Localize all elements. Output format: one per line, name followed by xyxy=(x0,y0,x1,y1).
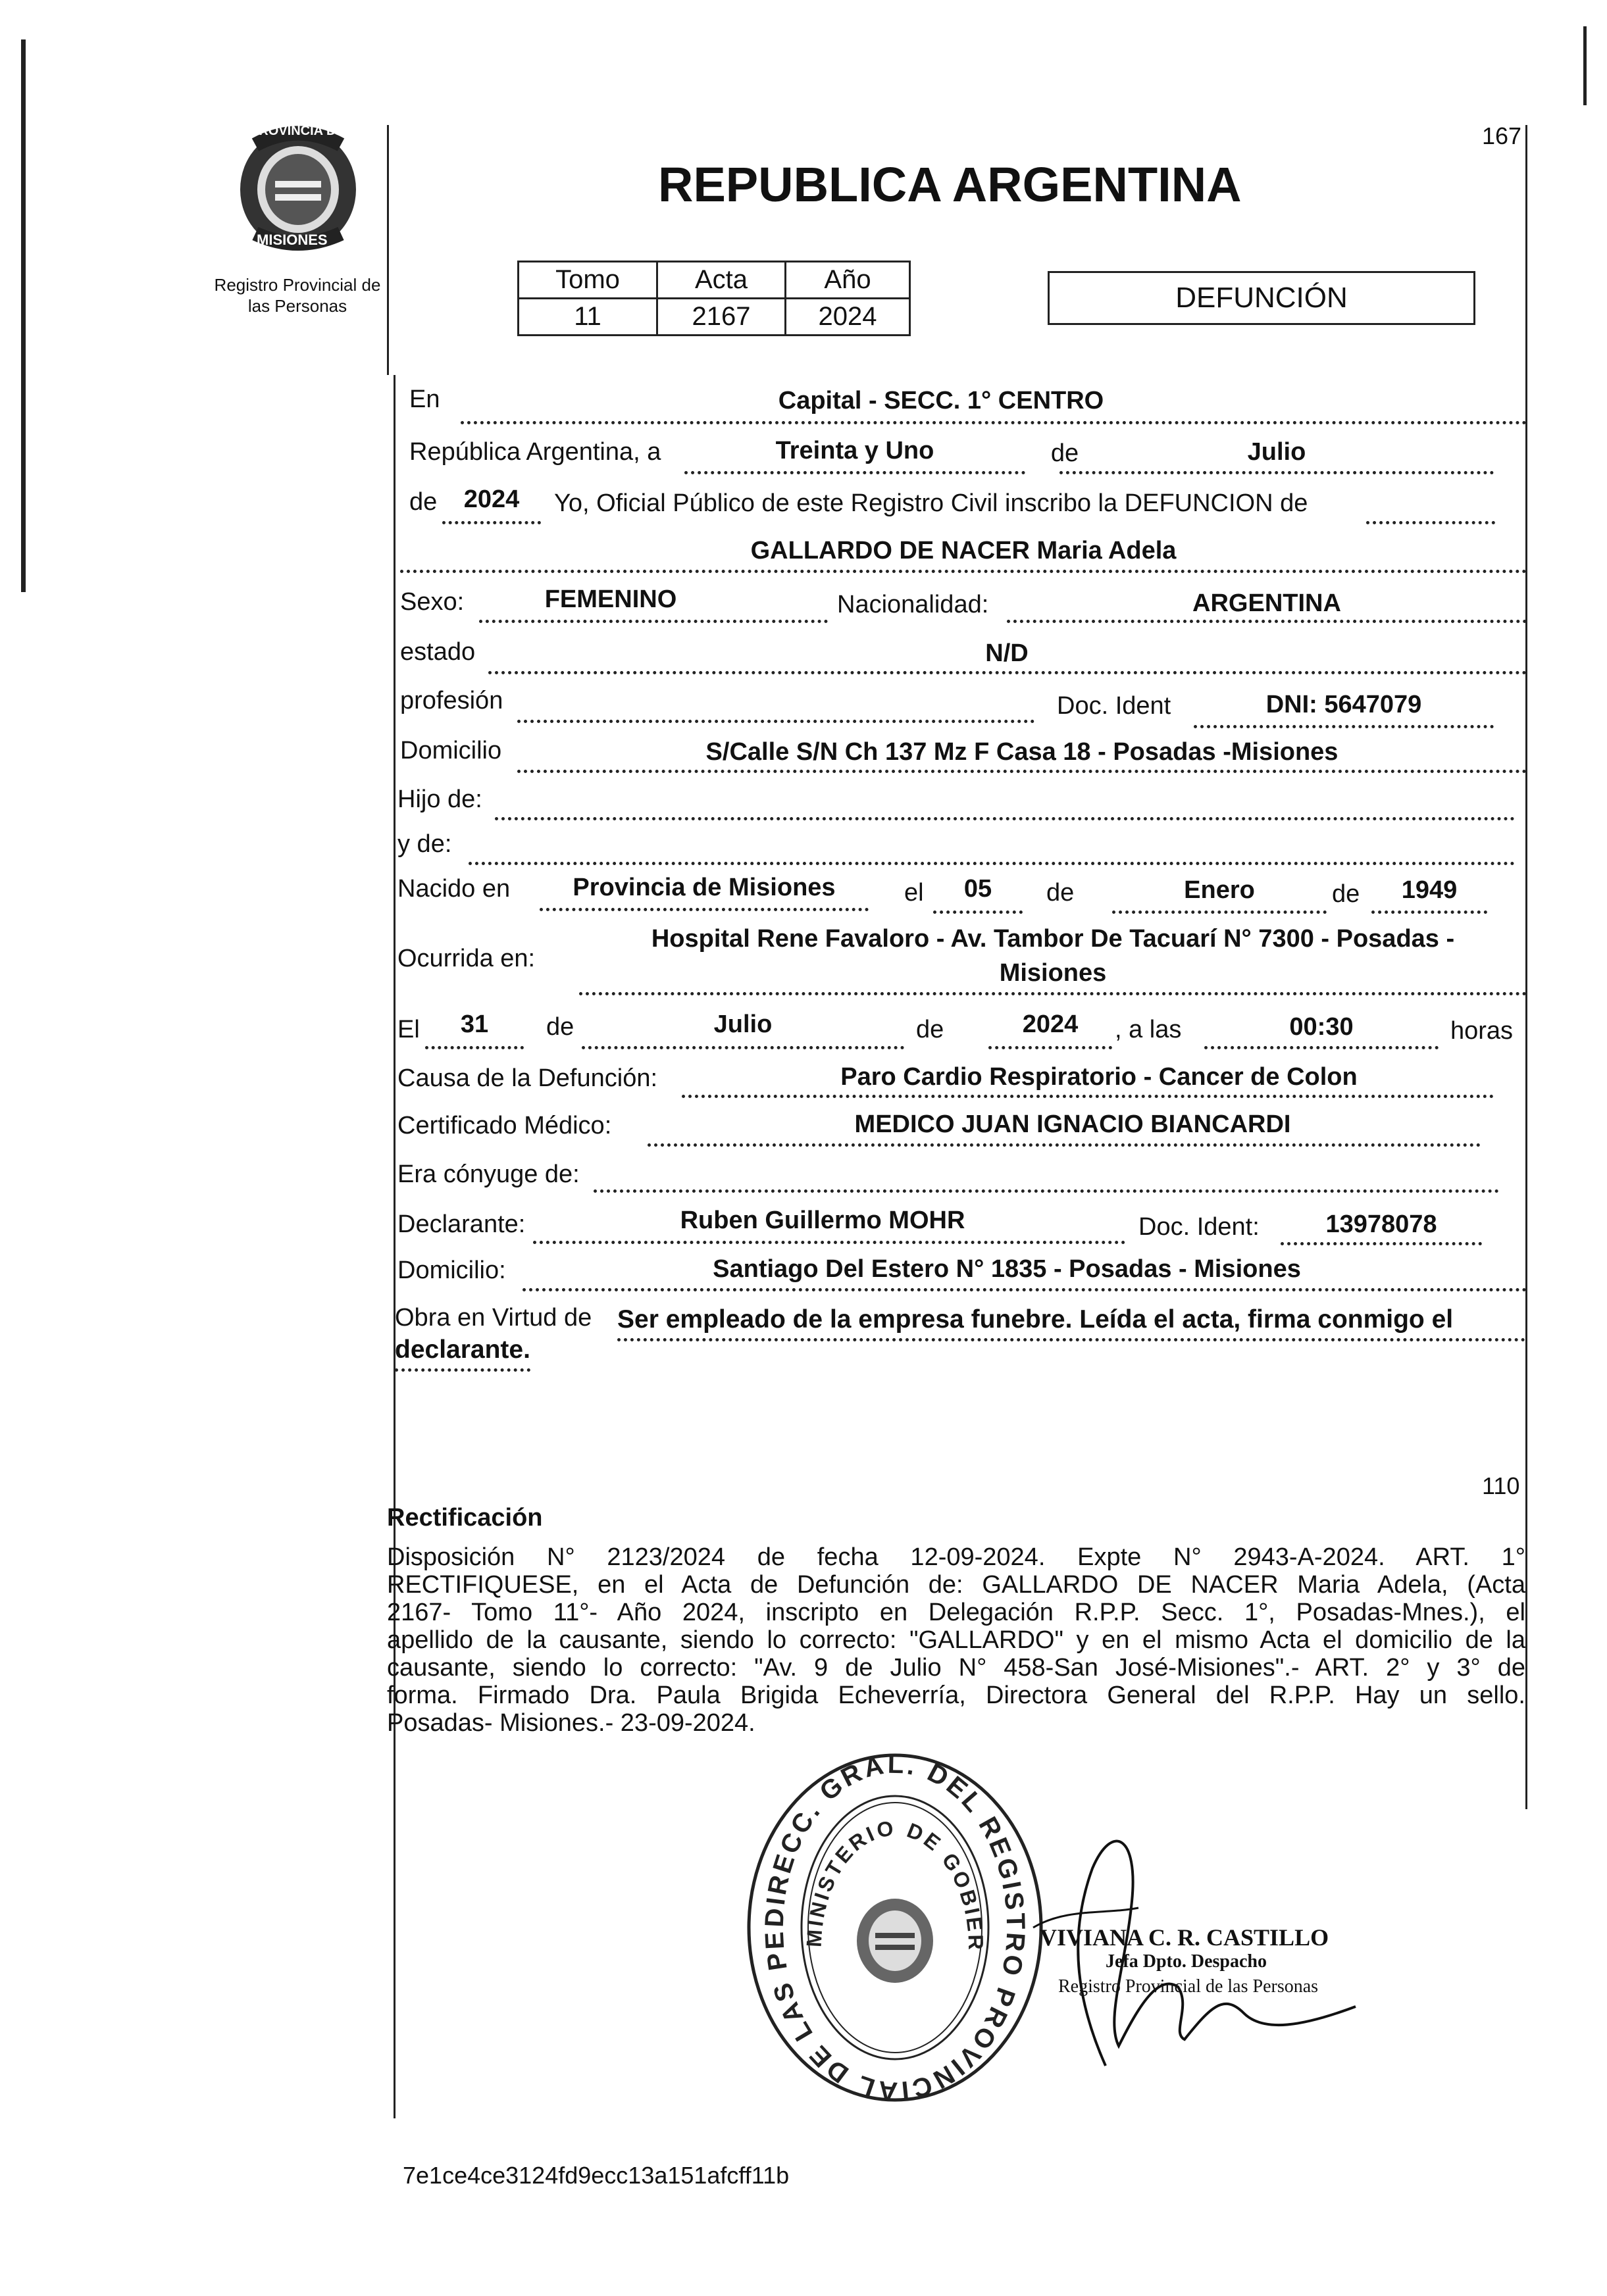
death-day-dots xyxy=(425,1046,524,1049)
domicilio-label: Domicilio xyxy=(400,737,502,764)
tomo-value: 11 xyxy=(519,299,657,336)
rectificacion-line: apellido de la causante, siendo lo correcto: "GALLARDO" y en el mismo Acta el domicilio de la xyxy=(387,1626,1525,1654)
nacionalidad-value: ARGENTINA xyxy=(1192,589,1341,617)
republica-label: República Argentina, a xyxy=(409,438,661,466)
ocurrida-dots xyxy=(579,992,1527,995)
record-type-box: DEFUNCIÓN xyxy=(1048,271,1475,325)
anio-value: 2024 xyxy=(786,299,910,336)
rectificacion-line: Disposición N° 2123/2024 de fecha 12-09-2024. Expte N° 2943-A-2024. ART. 1° xyxy=(387,1543,1525,1571)
stamp-outer-text: DIRECC. GRAL. DEL REGISTRO PROVINCIAL DE LAS PE xyxy=(759,1750,1031,2105)
nacionalidad-label: Nacionalidad: xyxy=(837,591,989,618)
anio-label: Año xyxy=(786,262,910,299)
yo-text: Yo, Oficial Público de este Registro Civil inscribo la DEFUNCION de xyxy=(554,489,1308,517)
registry-name-line1: Registro Provincial de xyxy=(214,275,381,295)
acta-label: Acta xyxy=(657,262,786,299)
record-reference-table xyxy=(517,261,911,336)
certificado-dots xyxy=(648,1143,1481,1147)
nacido-lugar-dots xyxy=(540,908,869,911)
causa-label: Causa de la Defunción: xyxy=(397,1064,658,1092)
page-number: 167 xyxy=(1482,122,1522,149)
signatory-name: VIVIANA C. R. CASTILLO xyxy=(1040,1924,1329,1951)
header-divider-line xyxy=(387,125,389,375)
month-text-value: Julio xyxy=(1247,438,1306,466)
rectificacion-page-number: 110 xyxy=(1482,1472,1520,1499)
decl-doc-value: 13978078 xyxy=(1325,1210,1437,1238)
signatory-role: Jefa Dpto. Despacho xyxy=(1106,1951,1267,1972)
certificado-value: MEDICO JUAN IGNACIO BIANCARDI xyxy=(854,1111,1291,1138)
decl-domicilio-label: Domicilio: xyxy=(397,1257,506,1284)
decl-domicilio-value: Santiago Del Estero N° 1835 - Posadas - Misiones xyxy=(713,1255,1301,1283)
rectificacion-line: RECTIFIQUESE, en el Acta de Defunción de: GALLARDO DE NACER Maria Adela, (Acta xyxy=(387,1571,1525,1599)
birth-month-dots xyxy=(1112,911,1327,914)
certificado-label: Certificado Médico: xyxy=(397,1112,612,1139)
de-label-2: de xyxy=(409,488,438,516)
yo-dots xyxy=(1366,521,1495,524)
registry-name-line2: las Personas xyxy=(247,296,347,316)
rectificacion-title: Rectificación xyxy=(387,1504,543,1532)
document-hash: 7e1ce4ce3124fd9ecc13a151afcff11b xyxy=(403,2162,790,2189)
decl-doc-label: Doc. Ident: xyxy=(1138,1213,1260,1241)
sexo-label: Sexo: xyxy=(400,588,465,616)
birth-day-dots xyxy=(933,911,1023,914)
rectificacion-body xyxy=(387,1543,1525,1737)
causa-dots xyxy=(682,1095,1494,1098)
signatory-office: Registro Provincial de las Personas xyxy=(1058,1976,1319,1997)
nacionalidad-dots xyxy=(1007,620,1527,623)
left-margin-bar xyxy=(21,39,26,592)
death-year-dots xyxy=(988,1046,1112,1049)
death-year-value: 2024 xyxy=(1022,1011,1079,1038)
stamp-inner-text: MINISTERIO DE GOBIER xyxy=(802,1816,988,1953)
de-label-3: de xyxy=(1046,879,1075,907)
el-label: el xyxy=(904,879,924,907)
declarante-label: Declarante: xyxy=(397,1210,526,1238)
day-text-value: Treinta y Uno xyxy=(775,437,934,464)
year-dots xyxy=(442,521,541,524)
de-label-6: de xyxy=(916,1016,944,1043)
obra-line1: Ser empleado de la empresa funebre. Leída el acta, firma conmigo el xyxy=(617,1305,1454,1334)
conyuge-dots xyxy=(594,1189,1499,1193)
death-month-dots xyxy=(582,1046,904,1049)
causa-value: Paro Cardio Respiratorio - Cancer de Colon xyxy=(840,1063,1358,1091)
hijo-dots xyxy=(495,817,1515,820)
obra-label: Obra en Virtud de xyxy=(395,1304,592,1332)
obra-line2: declarante. xyxy=(395,1335,530,1364)
death-time-value: 00:30 xyxy=(1289,1013,1354,1041)
nacido-lugar-value: Provincia de Misiones xyxy=(573,874,836,901)
domicilio-value: S/Calle S/N Ch 137 Mz F Casa 18 - Posadas -Misiones xyxy=(705,738,1339,766)
sexo-dots xyxy=(479,620,828,623)
yde-label: y de: xyxy=(397,830,452,858)
obra-dots-2 xyxy=(395,1368,530,1372)
decl-doc-dots xyxy=(1281,1242,1482,1245)
birth-year-value: 1949 xyxy=(1401,876,1458,904)
de-label-5: de xyxy=(546,1013,574,1041)
obra-dots-1 xyxy=(617,1338,1525,1341)
en-label: En xyxy=(409,386,440,413)
day-dots xyxy=(684,471,1025,474)
declarante-value: Ruben Guillermo MOHR xyxy=(680,1207,965,1234)
en-dots xyxy=(461,421,1527,424)
rectificacion-line: causante, siendo lo correcto: "Av. 9 de Julio N° 458-San José-Misiones".- ART. 2° y 3° de xyxy=(387,1654,1525,1682)
horas-label: horas xyxy=(1450,1017,1514,1045)
profesion-label: profesión xyxy=(400,687,503,714)
rectificacion-line: forma. Firmado Dra. Paula Brigida Echeverría, Directora General del R.P.P. Hay un sello. xyxy=(387,1682,1525,1709)
deceased-name-value: GALLARDO DE NACER Maria Adela xyxy=(750,537,1177,564)
form-left-border xyxy=(394,375,395,2118)
yde-dots xyxy=(469,862,1515,865)
estado-value: N/D xyxy=(985,639,1029,667)
decl-domicilio-dots xyxy=(523,1288,1527,1291)
tomo-label: Tomo xyxy=(519,262,657,299)
birth-month-value: Enero xyxy=(1184,876,1255,904)
name-dots xyxy=(400,570,1527,573)
hijo-label: Hijo de: xyxy=(397,786,482,813)
edge-mark xyxy=(1583,26,1587,105)
seal-caption-top: PROVINCIA DE xyxy=(250,124,345,138)
estado-label: estado xyxy=(400,638,476,666)
doc-value: DNI: 5647079 xyxy=(1265,691,1422,718)
declarante-dots xyxy=(533,1241,1125,1244)
year-value: 2024 xyxy=(463,486,520,513)
seal-caption-bottom: MISIONES xyxy=(257,232,328,248)
profesion-dots xyxy=(517,720,1034,723)
birth-year-dots xyxy=(1371,911,1487,914)
place-value: Capital - SECC. 1° CENTRO xyxy=(778,387,1104,414)
rectificacion-line: Posadas- Misiones.- 23-09-2024. xyxy=(387,1709,755,1737)
ocurrida-line2: Misiones xyxy=(999,959,1107,987)
birth-day-value: 05 xyxy=(963,875,992,903)
ocurrida-line1: Hospital Rene Favaloro - Av. Tambor De Tacuarí N° 7300 - Posadas - xyxy=(651,925,1455,953)
country-title: REPUBLICA ARGENTINA xyxy=(658,157,1242,212)
conyuge-label: Era cónyuge de: xyxy=(397,1160,580,1188)
estado-dots xyxy=(488,671,1527,674)
acta-value: 2167 xyxy=(657,299,786,336)
el2-label: El xyxy=(397,1016,420,1043)
nacido-label: Nacido en xyxy=(397,875,511,903)
death-day-value: 31 xyxy=(460,1011,489,1038)
ocurrida-label: Ocurrida en: xyxy=(397,945,536,972)
death-time-dots xyxy=(1204,1046,1439,1049)
de-label-1: de xyxy=(1050,439,1079,467)
official-stamp xyxy=(744,1750,1046,2105)
alas-label: , a las xyxy=(1115,1016,1182,1043)
sexo-value: FEMENINO xyxy=(544,586,677,613)
doc-label: Doc. Ident xyxy=(1057,692,1171,720)
domicilio-dots xyxy=(517,770,1527,773)
death-month-value: Julio xyxy=(713,1011,773,1038)
doc-dots xyxy=(1194,725,1494,728)
de-label-4: de xyxy=(1332,880,1360,908)
rectificacion-line: 2167- Tomo 11°- Año 2024, inscripto en Delegación R.P.P. Secc. 1°, Posadas-Mnes.), el xyxy=(387,1599,1525,1626)
month-dots xyxy=(1059,471,1494,474)
